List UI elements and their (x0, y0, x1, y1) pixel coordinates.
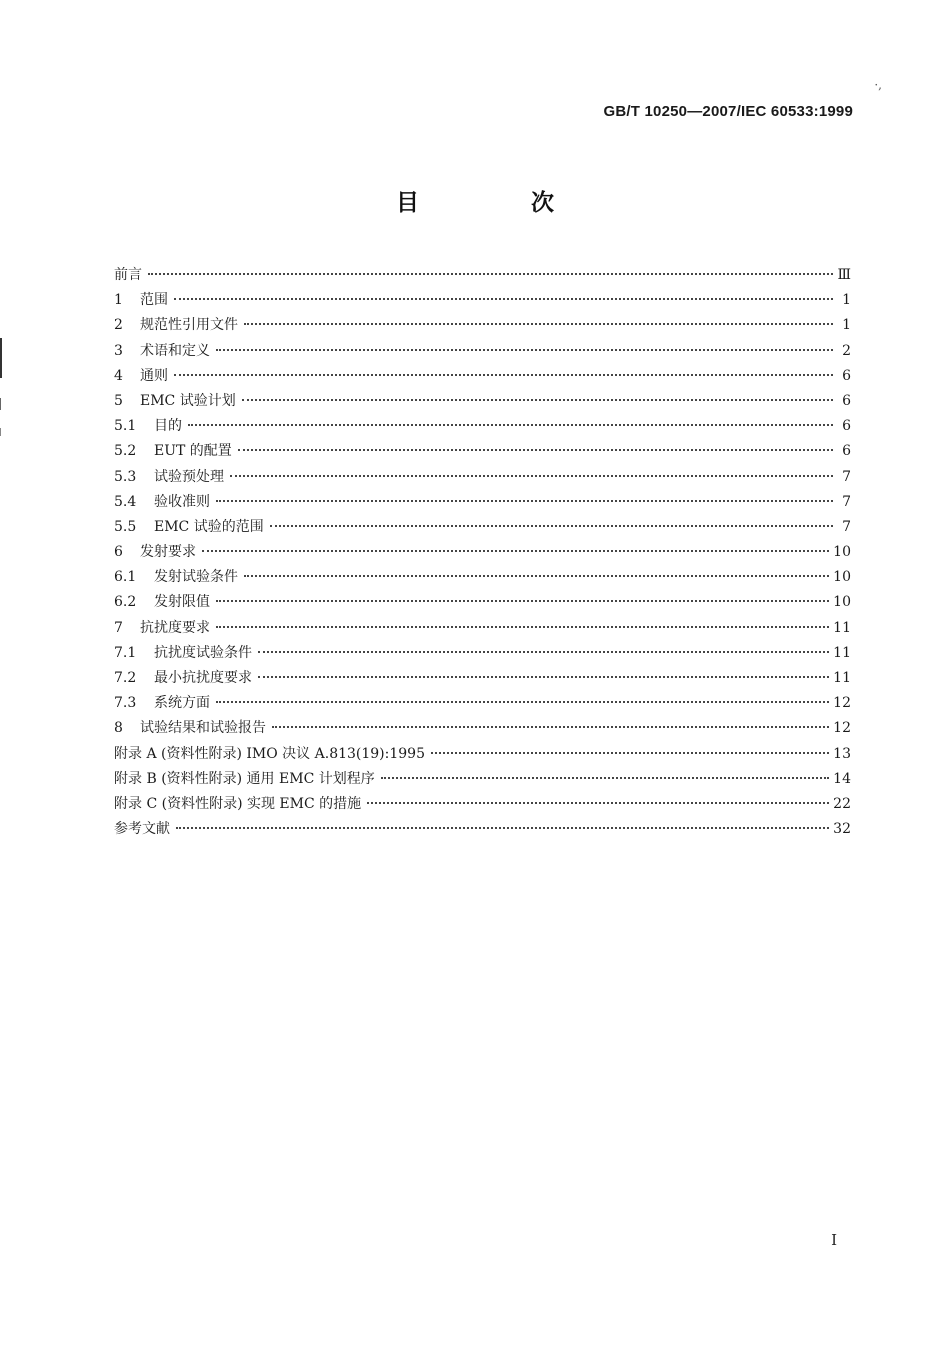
toc-leader-dots (242, 398, 833, 401)
toc-entry-number: 3 (114, 342, 123, 359)
toc-entry-label: 通则 (140, 367, 168, 384)
toc-entry-number: 7.3 (114, 695, 137, 712)
toc-entry-label: 发射试验条件 (154, 569, 238, 586)
toc-leader-dots (244, 574, 829, 577)
toc-entry-number: 8 (114, 720, 123, 737)
toc-leader-dots (381, 776, 829, 779)
table-of-contents (114, 263, 851, 842)
toc-entry-page: 32 (833, 821, 851, 838)
toc-entry-label: 抗扰度要求 (140, 619, 210, 636)
toc-entry[interactable] (114, 364, 851, 389)
toc-leader-dots (174, 373, 833, 376)
toc-entry-page: 6 (842, 443, 851, 460)
toc-entry[interactable] (114, 339, 851, 364)
toc-entry[interactable] (114, 590, 851, 615)
toc-entry-page: 11 (833, 670, 851, 686)
standard-code: GB/T 10250—2007/IEC 60533:1999 (603, 103, 853, 120)
scan-edge-mark (0, 398, 1, 410)
toc-entry-label: EMC 试验计划 (140, 392, 236, 409)
toc-entry-label: EUT 的配置 (154, 443, 232, 460)
toc-entry-page: 12 (833, 695, 851, 712)
toc-entry-label: EMC 试验的范围 (154, 518, 264, 535)
toc-entry[interactable] (114, 490, 851, 515)
scan-edge-mark (0, 428, 1, 436)
toc-entry[interactable] (114, 389, 851, 414)
toc-entry-page: 14 (833, 770, 851, 787)
toc-entry-page: 10 (833, 544, 851, 561)
toc-entry-page: 22 (833, 795, 851, 812)
toc-entry-label: 发射要求 (140, 544, 196, 561)
toc-entry-page: 7 (842, 518, 851, 535)
toc-leader-dots (244, 322, 833, 325)
toc-leader-dots (216, 499, 833, 502)
toc-leader-dots (258, 650, 829, 653)
toc-entry-page: 10 (833, 594, 851, 611)
toc-entry-label: 参考文献 (114, 821, 170, 838)
toc-entry-label: 抗扰度试验条件 (154, 644, 252, 661)
toc-entry[interactable] (114, 641, 851, 666)
toc-leader-dots (230, 474, 833, 477)
toc-entry-number: 6.1 (114, 569, 137, 586)
toc-leader-dots (216, 348, 833, 351)
toc-entry-page: 1 (842, 317, 851, 334)
toc-entry[interactable] (114, 666, 851, 691)
toc-entry-number: 6 (114, 544, 123, 561)
toc-entry[interactable] (114, 565, 851, 590)
toc-entry-label: 术语和定义 (140, 342, 210, 359)
scan-edge-mark (0, 338, 2, 378)
toc-leader-dots (216, 700, 829, 703)
toc-entry[interactable] (114, 465, 851, 490)
toc-entry[interactable] (114, 439, 851, 464)
toc-entry[interactable] (114, 742, 851, 767)
toc-entry[interactable] (114, 767, 851, 792)
toc-leader-dots (188, 423, 833, 426)
toc-entry-page: 12 (833, 720, 851, 737)
toc-entry[interactable] (114, 716, 851, 741)
toc-entry-page: Ⅲ (837, 267, 851, 283)
toc-title: 目 次 (395, 190, 606, 216)
toc-leader-dots (174, 297, 833, 300)
toc-entry-label: 目的 (154, 418, 182, 435)
toc-entry-label: 试验预处理 (154, 468, 224, 485)
toc-entry-label: 附录 A (资料性附录) IMO 决议 A.813(19):1995 (114, 745, 425, 762)
toc-entry[interactable] (114, 288, 851, 313)
toc-entry-page: 11 (833, 619, 851, 636)
toc-entry-page: 6 (842, 367, 851, 384)
toc-entry-page: 2 (842, 342, 851, 359)
page-number: I (831, 1231, 837, 1249)
toc-entry[interactable] (114, 263, 851, 288)
toc-leader-dots (216, 625, 829, 628)
toc-entry[interactable] (114, 313, 851, 338)
toc-leader-dots (431, 751, 829, 754)
toc-leader-dots (216, 599, 829, 602)
toc-entry-number: 2 (114, 317, 123, 334)
toc-entry-number: 5 (114, 392, 123, 409)
toc-entry-label: 发射限值 (154, 594, 210, 611)
toc-entry-page: 13 (833, 745, 851, 762)
toc-leader-dots (238, 448, 833, 451)
toc-entry-page: 1 (842, 292, 851, 309)
toc-entry[interactable] (114, 616, 851, 641)
toc-entry-page: 7 (842, 468, 851, 485)
toc-leader-dots (367, 801, 829, 804)
toc-entry[interactable] (114, 414, 851, 439)
toc-entry-page: 10 (833, 569, 851, 586)
toc-leader-dots (148, 272, 833, 275)
toc-entry-number: 7.2 (114, 670, 137, 686)
toc-entry-number: 5.3 (114, 468, 137, 485)
toc-entry-number: 5.1 (114, 418, 137, 435)
toc-entry-label: 验收准则 (154, 493, 210, 510)
toc-leader-dots (258, 675, 829, 678)
toc-entry-label: 附录 B (资料性附录) 通用 EMC 计划程序 (114, 770, 375, 787)
toc-leader-dots (272, 725, 829, 728)
toc-leader-dots (270, 524, 833, 527)
toc-entry-page: 11 (833, 644, 851, 661)
toc-entry-number: 5.5 (114, 518, 137, 535)
toc-entry-number: 5.4 (114, 493, 137, 510)
toc-entry[interactable] (114, 792, 851, 817)
scan-artifact: ·, (874, 78, 882, 92)
toc-entry[interactable] (114, 817, 851, 842)
toc-entry-label: 前言 (114, 267, 142, 283)
toc-entry-label: 最小抗扰度要求 (154, 670, 252, 686)
toc-entry-number: 6.2 (114, 594, 137, 611)
toc-entry-label: 附录 C (资料性附录) 实现 EMC 的措施 (114, 795, 362, 812)
toc-entry[interactable] (114, 540, 851, 565)
toc-entry-number: 7.1 (114, 644, 137, 661)
toc-entry-page: 6 (842, 418, 851, 435)
toc-entry-number: 7 (114, 619, 123, 636)
toc-leader-dots (202, 549, 829, 552)
toc-entry-number: 5.2 (114, 443, 137, 460)
toc-entry-number: 1 (114, 292, 123, 309)
toc-entry-page: 6 (842, 392, 851, 409)
toc-entry-label: 范围 (140, 292, 168, 309)
toc-entry-label: 规范性引用文件 (140, 317, 238, 334)
toc-entry-label: 试验结果和试验报告 (140, 720, 266, 737)
toc-entry[interactable] (114, 515, 851, 540)
toc-leader-dots (176, 826, 829, 829)
toc-entry[interactable] (114, 691, 851, 716)
toc-entry-page: 7 (842, 493, 851, 510)
toc-entry-label: 系统方面 (154, 695, 210, 712)
toc-entry-number: 4 (114, 367, 123, 384)
